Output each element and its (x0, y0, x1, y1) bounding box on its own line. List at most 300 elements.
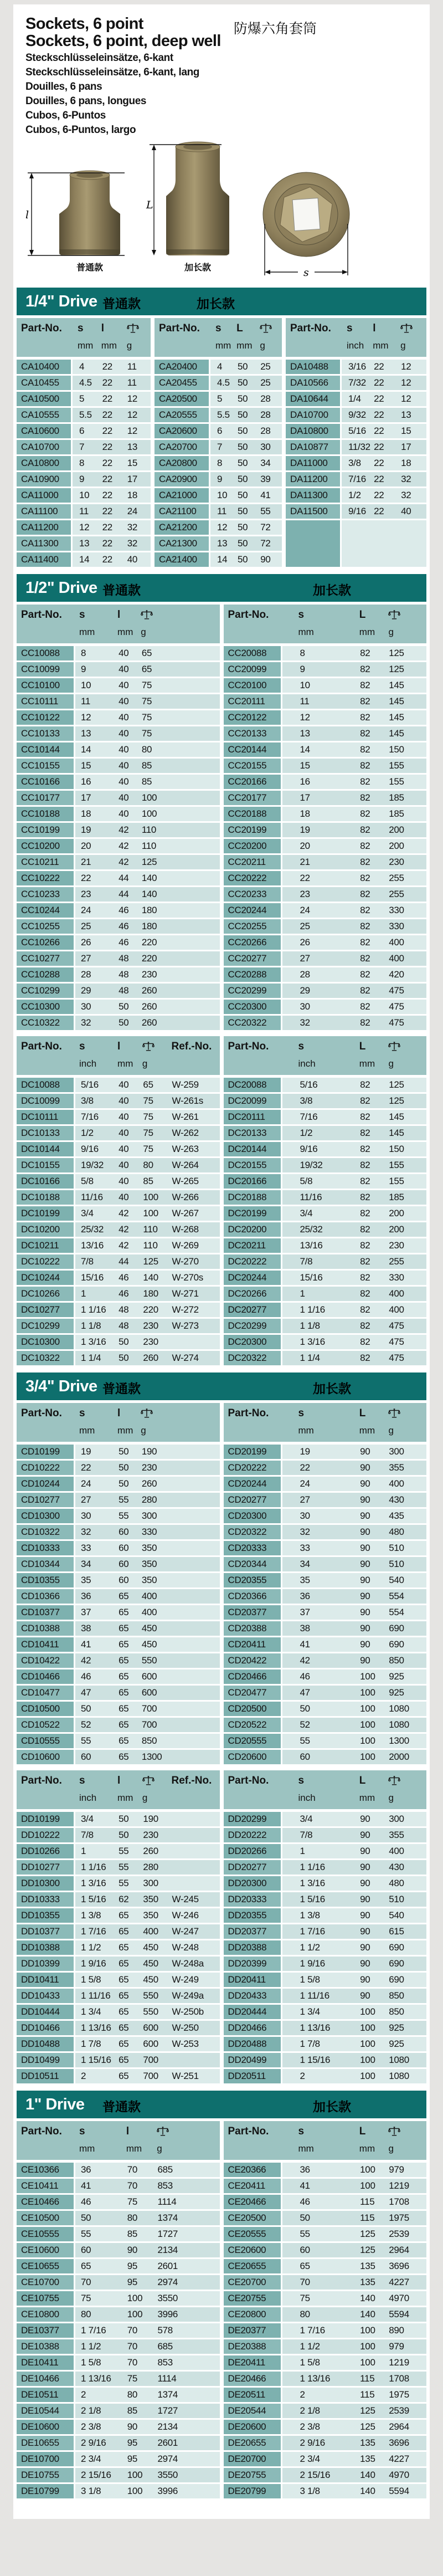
value-cell: 7/8 (81, 1256, 94, 1267)
scale-icon (388, 610, 400, 620)
part-no-cell: CD10555 (17, 1734, 74, 1748)
value-cell: 22 (374, 361, 384, 372)
value-cell: 1374 (157, 2213, 178, 2223)
value-cell: 70 (300, 2277, 310, 2287)
part-no-cell: DD10377 (17, 1924, 74, 1939)
column-label: s (215, 322, 222, 334)
value-cell: 1 13/16 (300, 2373, 331, 2384)
row-values (282, 2037, 427, 2051)
part-no-cell: DD20300 (224, 1876, 281, 1891)
value-cell: 100 (143, 1208, 158, 1218)
row-values (282, 1190, 427, 1205)
value-cell: 13/16 (300, 1240, 323, 1251)
column-label (388, 2126, 426, 2140)
label-normal-style: 普通款 (102, 2099, 141, 2114)
value-cell: 90 (360, 1958, 370, 1969)
value-cell (172, 2055, 220, 2067)
table-row (224, 2468, 427, 2482)
value-cell: 50 (119, 1446, 129, 1457)
row-values (75, 1957, 220, 1971)
value-cell: 150 (389, 1144, 404, 1154)
value-cell: 1/2 (348, 490, 361, 500)
value-cell: 9 (300, 664, 305, 674)
value-cell: 260 (143, 1846, 158, 1856)
row-values (75, 662, 220, 677)
table-row (17, 1892, 220, 1907)
value-cell: 550 (143, 2006, 158, 2017)
column-header-weight (141, 1407, 219, 1436)
column-unit: mm (117, 1425, 133, 1436)
row-values (282, 855, 427, 869)
value-cell: 82 (360, 873, 370, 883)
value-cell: 39 (260, 474, 271, 484)
value-cell: 24 (300, 905, 310, 915)
table-header-row (17, 1770, 220, 1809)
part-no-cell: CE20655 (224, 2259, 281, 2273)
value-cell: W-264 (172, 1160, 199, 1170)
value-cell: 615 (389, 1926, 404, 1937)
part-no-cell: CE10655 (17, 2259, 74, 2273)
value-cell: 10 (81, 680, 91, 690)
part-no-cell: CC10288 (17, 967, 74, 982)
value-cell: 8 (217, 458, 223, 468)
column-unit: g (126, 340, 132, 351)
column-unit: mm (359, 1793, 375, 1803)
table-row (17, 2404, 220, 2418)
value-cell: 50 (238, 458, 248, 468)
value-cell: 2974 (157, 2454, 178, 2464)
table-row (17, 1573, 220, 1587)
value-cell: 28 (260, 393, 271, 404)
column-headers (281, 1041, 427, 1069)
column-header-s (281, 609, 359, 638)
value-cell: 3/8 (81, 1095, 94, 1106)
value-cell: 42 (119, 841, 129, 851)
row-values (73, 392, 151, 406)
table-row (17, 823, 220, 837)
column-label: s (298, 2126, 305, 2137)
part-no-cell: CC20300 (224, 1000, 281, 1014)
value-cell: 80 (127, 2389, 138, 2400)
value-cell: 65 (119, 1607, 129, 1617)
part-no-cell: DA10644 (286, 392, 340, 406)
value-cell: W-250 (172, 2022, 199, 2033)
value-cell: 12 (127, 393, 137, 404)
part-no-cell: CE20366 (224, 2163, 281, 2177)
row-values (282, 759, 427, 773)
value-cell: 60 (119, 1527, 129, 1537)
value-cell: 36 (81, 2164, 91, 2175)
row-values (75, 1174, 220, 1189)
value-cell: W-273 (172, 1320, 199, 1331)
part-no-cell: CC20222 (224, 871, 281, 885)
part-no-cell: CE20466 (224, 2195, 281, 2209)
table-row (224, 1973, 427, 1987)
column-header-l (117, 609, 141, 638)
value-cell: 13 (79, 538, 90, 549)
column-label: L (359, 1041, 366, 1052)
table-row (17, 1110, 220, 1124)
value-cell: 1 1/2 (81, 1942, 101, 1953)
value-cell: 475 (389, 1320, 404, 1331)
column-headers (281, 1407, 427, 1436)
value-cell: 70 (127, 2325, 138, 2336)
row-values (342, 376, 426, 390)
value-cell: 475 (389, 985, 404, 996)
column-header-weight (388, 1775, 426, 1804)
value-cell: 90 (360, 1926, 370, 1937)
value-cell: 22 (374, 426, 384, 436)
value-cell: 260 (141, 1001, 157, 1012)
value-cell: 2 15/16 (81, 2470, 111, 2480)
value-cell: 90 (360, 1990, 370, 2001)
row-values (210, 424, 282, 438)
table-row (224, 2195, 427, 2209)
part-no-cell: DC10166 (17, 1174, 74, 1189)
part-no-cell: DD10499 (17, 2053, 74, 2067)
table-row (17, 1158, 220, 1172)
table-row (17, 1271, 220, 1285)
value-cell: 75 (141, 712, 152, 723)
table-row (17, 807, 220, 821)
value-cell: 15 (127, 458, 137, 468)
value-cell: 62 (119, 1894, 129, 1904)
value-cell: 850 (141, 1735, 157, 1746)
column-header-l (117, 1775, 142, 1804)
part-no-cell: CE10700 (17, 2275, 74, 2290)
table-row (17, 440, 151, 454)
table-row (154, 472, 282, 486)
table-row (17, 662, 220, 677)
value-cell: 125 (389, 664, 404, 674)
row-values (282, 919, 427, 934)
value-cell: 16 (300, 776, 310, 787)
table-row (17, 839, 220, 853)
table-group (17, 1403, 426, 1766)
table-header-row (17, 1403, 220, 1442)
table-row (17, 742, 220, 757)
column-unit: g (260, 340, 265, 351)
value-cell: 300 (143, 1878, 158, 1888)
part-no-cell: DD20222 (224, 1828, 281, 1842)
value-cell: 19/32 (81, 1160, 104, 1170)
row-values (342, 440, 426, 454)
value-cell: 925 (389, 1671, 404, 1682)
value-cell: 115 (360, 2213, 375, 2223)
scale-icon (142, 1041, 154, 1052)
row-values (282, 2053, 427, 2067)
part-no-cell: DE20544 (224, 2404, 281, 2418)
value-cell: 18 (127, 490, 137, 500)
value-cell: 82 (360, 680, 370, 690)
part-no-cell: CD10466 (17, 1669, 74, 1684)
value-cell: 27 (81, 1494, 91, 1505)
value-cell: 82 (360, 905, 370, 915)
row-values (75, 1238, 220, 1253)
value-cell: 90 (360, 1846, 370, 1856)
drive-size-label: 1/4" Drive (25, 292, 97, 310)
row-values (282, 2243, 427, 2257)
part-no-cell: DC20277 (224, 1303, 281, 1317)
value-cell: 65 (119, 1671, 129, 1682)
table-row (224, 823, 427, 837)
row-values (75, 2275, 220, 2290)
part-no-cell: DD20488 (224, 2037, 281, 2051)
table-row (17, 1303, 220, 1317)
row-values (282, 2355, 427, 2370)
row-values (75, 1493, 220, 1507)
value-cell: 65 (81, 2261, 91, 2271)
table-row (154, 408, 282, 422)
table-row (286, 440, 426, 454)
row-values (75, 855, 220, 869)
table-row (224, 984, 427, 998)
value-cell: 15 (401, 426, 411, 436)
row-values (282, 1605, 427, 1620)
table-row (17, 1445, 220, 1459)
table-row (154, 392, 282, 406)
table-row (17, 1989, 220, 2003)
value-cell: 19 (300, 1446, 310, 1457)
row-values (282, 2195, 427, 2209)
value-cell: 400 (389, 937, 404, 948)
row-values (75, 1222, 220, 1237)
table-row (17, 2323, 220, 2338)
part-no-cell: CC10199 (17, 823, 74, 837)
table-row (286, 488, 426, 503)
row-values (75, 2037, 220, 2051)
table-row (224, 2037, 427, 2051)
value-cell: 50 (238, 426, 248, 436)
table-row (17, 1973, 220, 1987)
part-no-cell: CA11100 (17, 504, 71, 519)
value-cell: 42 (119, 1208, 129, 1218)
value-cell: 155 (389, 1160, 404, 1170)
value-cell: 19/32 (300, 1160, 323, 1170)
figure-label-normal: 普通款 (76, 263, 104, 273)
row-values (75, 2211, 220, 2225)
value-cell: 32 (401, 474, 411, 484)
value-cell: 125 (143, 1256, 158, 1267)
value-cell: 40 (119, 792, 129, 803)
page-subtitle-deep-well: Sockets, 6 point, deep well (25, 32, 221, 50)
value-cell: 1727 (157, 2405, 178, 2416)
value-cell: 550 (143, 1990, 158, 2001)
row-values (75, 2468, 220, 2482)
row-values (282, 662, 427, 677)
part-no-cell: DD20333 (224, 1892, 281, 1907)
value-cell: 1 3/4 (300, 2006, 320, 2017)
column-unit: inch (79, 1058, 97, 1069)
value-cell: 9/16 (348, 506, 366, 516)
row-values (282, 2339, 427, 2354)
scale-icon (141, 1408, 153, 1418)
column-headers (71, 322, 151, 351)
table-row (154, 424, 282, 438)
part-no-cell: DD10466 (17, 2021, 74, 2035)
value-cell: 979 (389, 2341, 404, 2352)
row-values (75, 2227, 220, 2241)
part-no-cell: DD20388 (224, 1940, 281, 1955)
column-header-s (74, 1041, 117, 1069)
value-cell: 7/8 (81, 1830, 94, 1840)
value-cell: 17 (300, 792, 310, 803)
row-values (75, 710, 220, 725)
value-cell: 82 (360, 664, 370, 674)
part-no-cell: CA21400 (154, 552, 209, 567)
value-cell: 1 7/16 (81, 2325, 106, 2336)
value-cell: 60 (119, 1575, 129, 1585)
value-cell: 50 (300, 1703, 310, 1714)
value-cell: 230 (143, 1320, 158, 1331)
table-row (224, 2339, 427, 2354)
row-values (282, 1287, 427, 1301)
value-cell: 1 1/16 (300, 1304, 325, 1315)
row-values (282, 1557, 427, 1571)
value-cell: 40 (401, 506, 411, 516)
scale-icon (260, 323, 272, 334)
value-cell: 41 (300, 1639, 310, 1650)
value-cell: 22 (81, 1462, 91, 1473)
part-no-cell: CC10299 (17, 984, 74, 998)
value-cell: 82 (360, 969, 370, 980)
row-values (75, 1477, 220, 1491)
row-values (282, 2163, 427, 2177)
table-row (224, 2053, 427, 2067)
table-row (17, 2275, 220, 2290)
value-cell: W-270s (172, 1272, 203, 1283)
value-cell (172, 1878, 220, 1891)
table-row (224, 1190, 427, 1205)
value-cell: 44 (119, 1256, 129, 1267)
value-cell: 1114 (157, 2196, 177, 2207)
column-header-l (359, 1041, 389, 1069)
part-no-cell: CC20166 (224, 775, 281, 789)
row-values (75, 1525, 220, 1539)
value-cell: 27 (300, 1494, 310, 1505)
value-cell: 110 (141, 824, 157, 835)
value-cell: 82 (360, 857, 370, 867)
value-cell: 44 (119, 873, 129, 883)
table-row (17, 2339, 220, 2354)
value-cell: 600 (143, 2022, 158, 2033)
value-cell: 3/16 (348, 361, 366, 372)
value-cell: W-272 (172, 1304, 199, 1315)
column-header-s (74, 2126, 126, 2154)
value-cell: 46 (119, 937, 129, 948)
column-label: l (373, 322, 376, 334)
value-cell: 55 (81, 2229, 91, 2239)
part-no-cell: CA10600 (17, 424, 71, 438)
row-values (282, 1254, 427, 1269)
label-normal-style: 普通款 (102, 1381, 141, 1396)
value-cell: 9 (79, 474, 85, 484)
table-row (17, 1335, 220, 1349)
table-header-row (17, 318, 151, 357)
value-cell: 300 (141, 1510, 157, 1521)
value-cell: 30 (260, 442, 271, 452)
part-no-cell: DE10700 (17, 2452, 74, 2466)
part-no-cell: CC20144 (224, 742, 281, 757)
table-row (224, 1238, 427, 1253)
value-cell: 82 (360, 1353, 370, 1363)
table-row (154, 504, 282, 519)
value-cell: 554 (389, 1591, 404, 1601)
table-row (17, 1000, 220, 1014)
value-cell: W-247 (172, 1926, 199, 1937)
table-row (17, 759, 220, 773)
table-row (224, 1828, 427, 1842)
value-cell: 125 (389, 1079, 404, 1090)
value-cell: 12 (79, 522, 90, 532)
part-no-cell: DA11300 (286, 488, 340, 503)
value-cell: 25 (260, 377, 271, 388)
row-values (342, 424, 426, 438)
value-cell: 32 (300, 1017, 310, 1028)
title-block (17, 12, 426, 139)
value-cell: W-265 (172, 1176, 199, 1186)
value-cell: 2964 (389, 2245, 409, 2255)
value-cell: 1 3/16 (300, 1878, 325, 1888)
value-cell: 90 (360, 1591, 370, 1601)
part-no-cell: DE10411 (17, 2355, 74, 2370)
value-cell: 155 (389, 760, 404, 771)
value-cell: 22 (374, 409, 384, 420)
table-row (224, 2436, 427, 2450)
table-row (224, 1174, 427, 1189)
row-values (282, 1541, 427, 1555)
value-cell: 12 (401, 377, 411, 388)
table-row (224, 710, 427, 725)
column-label: s (79, 2126, 85, 2137)
value-cell: W-261s (172, 1095, 203, 1106)
table-row (224, 1957, 427, 1971)
row-values (282, 1973, 427, 1987)
value-cell: 435 (389, 1510, 404, 1521)
row-values (282, 1158, 427, 1172)
value-cell: 95 (127, 2261, 138, 2271)
value-cell: 27 (81, 953, 91, 964)
value-cell: 4970 (389, 2293, 409, 2303)
value-cell: 22 (102, 361, 112, 372)
part-no-cell: CA10900 (17, 472, 71, 486)
part-no-cell: CC20255 (224, 919, 281, 934)
value-cell: 25 (260, 361, 271, 372)
value-cell: 13 (127, 442, 137, 452)
parts-table (224, 2121, 427, 2500)
value-cell: 24 (81, 1478, 91, 1489)
row-values (73, 376, 151, 390)
row-values (73, 424, 151, 438)
table-row (224, 1718, 427, 1732)
row-values (282, 839, 427, 853)
table-header-row (224, 1036, 427, 1075)
row-values (75, 1094, 220, 1108)
value-cell: 85 (141, 776, 152, 787)
value-cell: 50 (119, 1001, 129, 1012)
column-header-part-no: Part-No. (21, 322, 62, 334)
column-header-weight (142, 1775, 172, 1804)
row-values (75, 1110, 220, 1124)
value-cell: 32 (81, 1527, 91, 1537)
value-cell: 36 (300, 2164, 310, 2175)
table-row (224, 2259, 427, 2273)
table-row (224, 1126, 427, 1140)
value-cell (172, 1862, 220, 1875)
value-cell: 355 (389, 1462, 404, 1473)
value-cell: 90 (360, 1974, 370, 1985)
column-unit: mm (117, 1058, 133, 1069)
